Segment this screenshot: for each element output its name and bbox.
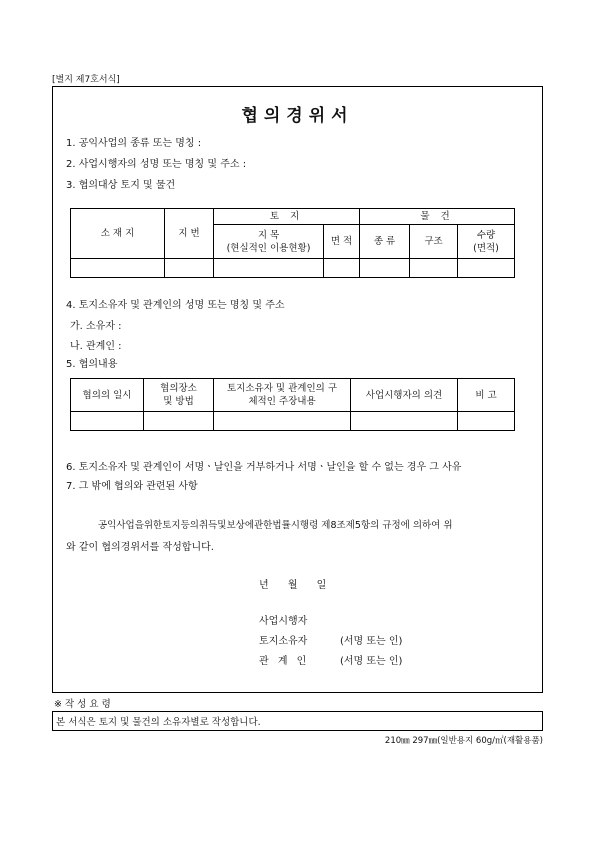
header-claims-line2: 체적인 주장내용 xyxy=(248,396,316,407)
header-object: 물 건 xyxy=(360,209,515,225)
header-date: 협의의 일시 xyxy=(71,379,144,412)
table-cell xyxy=(458,412,515,431)
item-7-other: 7. 그 밖에 협의와 관련된 사항 xyxy=(66,481,198,492)
item-3-target: 3. 협의대상 토지 및 물건 xyxy=(66,180,176,191)
table-cell xyxy=(351,412,458,431)
table-cell xyxy=(144,412,214,431)
instructions-heading: ※ 작 성 요 령 xyxy=(54,699,111,710)
item-5-content: 5. 협의내용 xyxy=(66,359,118,370)
signer-operator: 사업시행자 xyxy=(259,616,308,627)
date-line: 년 월 일 xyxy=(259,580,327,591)
item-2-operator: 2. 사업시행자의 성명 또는 명칭 및 주소 : xyxy=(66,159,247,170)
table-cell xyxy=(458,259,515,278)
signer-owner-sign: (서명 또는 인) xyxy=(340,636,403,647)
header-location: 소 재 지 xyxy=(71,209,165,259)
item-4b-related: 나. 관계인 : xyxy=(70,341,122,352)
header-place-line1: 협의장소 xyxy=(160,383,197,394)
header-kind: 종 류 xyxy=(360,225,410,259)
statement-line-1: 공익사업을위한토지등의취득및보상에관한법률시행령 제8조제5항의 규정에 의하여 위 xyxy=(98,520,453,531)
table-row xyxy=(71,412,515,431)
header-place xyxy=(144,379,214,412)
header-area: 면 적 xyxy=(324,225,360,259)
table-cell xyxy=(71,259,165,278)
signer-related: 관 계 인 xyxy=(259,656,307,667)
paper-spec: 210㎜ 297㎜(일반용지 60g/㎡(재활용품) xyxy=(384,736,543,746)
table-cell xyxy=(165,259,214,278)
item-6-refusal: 6. 토지소유자 및 관계인이 서명ㆍ날인을 거부하거나 서명ㆍ날인을 할 수 없는 경우 그 사유 xyxy=(66,462,462,473)
header-structure: 구조 xyxy=(410,225,458,259)
table-cell xyxy=(214,412,351,431)
item-4-parties: 4. 토지소유자 및 관계인의 성명 또는 명칭 및 주소 xyxy=(66,300,285,311)
page-title: 협의경위서 xyxy=(241,106,354,126)
statement-line-2: 와 같이 협의경위서를 작성합니다. xyxy=(66,542,214,553)
header-land-category-sub: (현실적인 이용현황) xyxy=(226,242,311,254)
header-land-category xyxy=(214,225,324,259)
header-claims xyxy=(214,379,351,412)
signer-related-sign: (서명 또는 인) xyxy=(340,656,403,667)
header-place-line2: 및 방법 xyxy=(163,396,194,407)
signer-owner: 토지소유자 xyxy=(259,636,308,647)
header-lot-number: 지 번 xyxy=(165,209,214,259)
land-object-table xyxy=(70,208,515,278)
header-operator-opinion: 사업시행자의 의견 xyxy=(351,379,458,412)
header-remarks: 비 고 xyxy=(458,379,515,412)
header-claims-line1: 토지소유자 및 관계인의 구 xyxy=(226,383,337,394)
header-quantity-label: 수량 xyxy=(476,229,496,241)
form-label: [별지 제7호서식] xyxy=(52,75,120,85)
instructions-box xyxy=(52,711,543,731)
header-quantity-sub: (면적) xyxy=(473,242,499,254)
item-1-project-type: 1. 공익사업의 종류 또는 명칭 : xyxy=(66,138,202,149)
table-cell xyxy=(214,259,324,278)
item-4a-owner: 가. 소유자 : xyxy=(70,321,122,332)
table-cell xyxy=(71,412,144,431)
header-quantity xyxy=(458,225,515,259)
table-cell xyxy=(360,259,410,278)
table-cell xyxy=(324,259,360,278)
header-land: 토 지 xyxy=(214,209,360,225)
instructions-text: 본 서식은 토지 및 물건의 소유자별로 작성합니다. xyxy=(56,717,261,728)
table-cell xyxy=(410,259,458,278)
negotiation-table xyxy=(70,378,515,431)
header-land-category-label: 지 목 xyxy=(257,229,280,241)
table-row xyxy=(71,259,515,278)
